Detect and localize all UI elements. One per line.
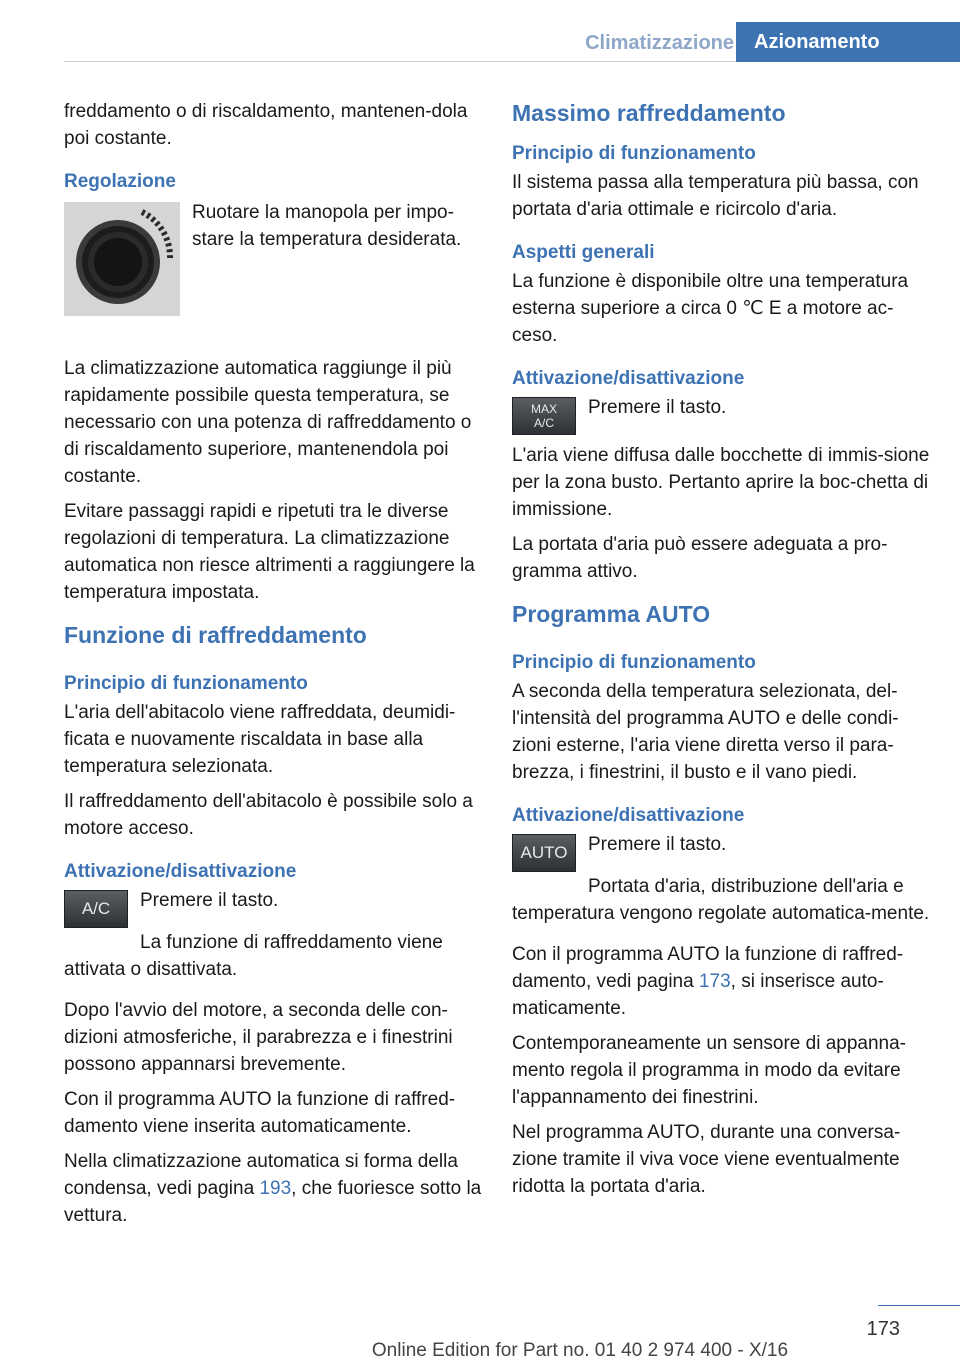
auto-result-text: Portata d'aria, distribuzione dell'aria e temperatura vengono regolate automatica-mente. <box>512 876 930 924</box>
ac-button-row <box>64 887 484 929</box>
auto-principle-text: A seconda della temperatura selezionata, del-l'intensità del programma AUTO e delle condi-zioni esterne, l'aria viene diretta verso il para-brezza, i finestrini, il busto e il vano piedi. <box>512 681 899 783</box>
max-button-line1: MAX <box>530 402 557 416</box>
page-link-173[interactable]: 173 <box>698 971 731 992</box>
max-button-row <box>512 394 937 436</box>
ac-result-text: La funzione di raffreddamento viene attivata o disattivata. <box>64 932 443 980</box>
left-column <box>64 98 484 1237</box>
auto-activation-heading: Attivazione/disattivazione <box>512 805 745 826</box>
max-general-text: La funzione è disponibile oltre una temperatura esterna superiore a circa 0 ℃ E a motore ac-ceso. <box>512 271 909 346</box>
max-p2: La portata d'aria può essere adeguata a pro-gramma attivo. <box>512 534 888 582</box>
cooling-activation-heading: Attivazione/disattivazione <box>64 861 297 882</box>
auto-button-image: AUTO <box>512 834 576 872</box>
paragraph-1: La climatizzazione automatica raggiunge il più rapidamente possibile questa temperatura, se necessario con una potenza di raffreddamento o di riscaldamento superiore, mantenendola poi costante. <box>64 358 472 487</box>
cooling-principle-p2: Il raffreddamento dell'abitacolo è possibile solo a motore acceso. <box>64 791 473 839</box>
auto-principle-heading: Principio di funzionamento <box>512 652 756 673</box>
max-press-text: Premere il tasto. <box>588 397 727 418</box>
cooling-title: Funzione di raffreddamento <box>64 622 367 648</box>
max-title: Massimo raffreddamento <box>512 100 786 126</box>
auto-p1 <box>512 941 937 1022</box>
max-ac-button-image <box>512 397 576 435</box>
auto-p1-text: Con il programma AUTO la funzione di raffred-damento, vedi pagina <box>512 944 904 992</box>
regolazione-heading: Regolazione <box>64 171 176 192</box>
auto-p1-text-end: , si inserisce auto-maticamente. <box>512 971 884 1019</box>
right-column <box>512 98 937 1208</box>
regolazione-block <box>64 199 484 349</box>
max-p1: L'aria viene diffusa dalle bocchette di immis-sione per la zona busto. Pertanto aprire la boc-chetta di immissione. <box>512 445 930 520</box>
footer-rule <box>878 1305 960 1306</box>
page-link-193[interactable]: 193 <box>259 1178 292 1199</box>
cooling-p5-text-end: , che fuoriesce sotto la vettura. <box>64 1178 482 1226</box>
max-principle-heading: Principio di funzionamento <box>512 143 756 164</box>
edition-footer: Online Edition for Part no. 01 40 2 974 400 - X/16 <box>371 1340 789 1361</box>
auto-title: Programma AUTO <box>512 601 711 627</box>
max-general-heading: Aspetti generali <box>512 242 655 263</box>
auto-button-row <box>512 831 937 873</box>
temperature-knob-image <box>64 202 180 316</box>
ac-button-image: A/C <box>64 890 128 928</box>
max-principle-text: Il sistema passa alla temperatura più bassa, con portata d'aria ottimale e ricircolo d'aria. <box>512 172 919 220</box>
auto-press-text: Premere il tasto. <box>588 834 727 855</box>
page-number: 173 <box>866 1318 900 1340</box>
header-section-tab[interactable]: Climatizzazione <box>585 32 734 54</box>
cooling-principle-heading: Principio di funzionamento <box>64 673 308 694</box>
auto-p2: Contemporaneamente un sensore di appanna-mento regola il programma in modo da evitare l'appannamento dei finestrini. <box>512 1033 906 1108</box>
cooling-p3: Dopo l'avvio del motore, a seconda delle con-dizioni atmosferiche, il parabrezza e i finestrini possono appannarsi brevemente. <box>64 1000 453 1075</box>
max-activation-heading: Attivazione/disattivazione <box>512 368 745 389</box>
cooling-principle-p1: L'aria dell'abitacolo viene raffreddata, deumidi-ficata e nuovamente riscaldata in base alla temperatura selezionata. <box>64 702 456 777</box>
intro-paragraph: freddamento o di riscaldamento, mantenen-dola poi costante. <box>64 101 468 149</box>
cooling-p5 <box>64 1148 484 1229</box>
auto-p3: Nel programma AUTO, durante una conversa-zione tramite il viva voce viene eventualmente ridotta la portata d'aria. <box>512 1122 901 1197</box>
ac-press-text: Premere il tasto. <box>140 890 279 911</box>
paragraph-2: Evitare passaggi rapidi e ripetuti tra le diverse regolazioni di temperatura. La climatizzazione automatica non riesce altrimenti a raggiungere la temperatura impostata. <box>64 501 475 603</box>
regolazione-text: Ruotare la manopola per impo-stare la temperatura desiderata. <box>192 202 462 250</box>
header-chapter-tab[interactable]: Azionamento <box>736 22 960 62</box>
cooling-p5-text: Nella climatizzazione automatica si forma della condensa, vedi pagina <box>64 1151 458 1199</box>
max-button-line2: A/C <box>533 416 554 430</box>
cooling-p4: Con il programma AUTO la funzione di raffred-damento viene inserita automaticamente. <box>64 1089 456 1137</box>
